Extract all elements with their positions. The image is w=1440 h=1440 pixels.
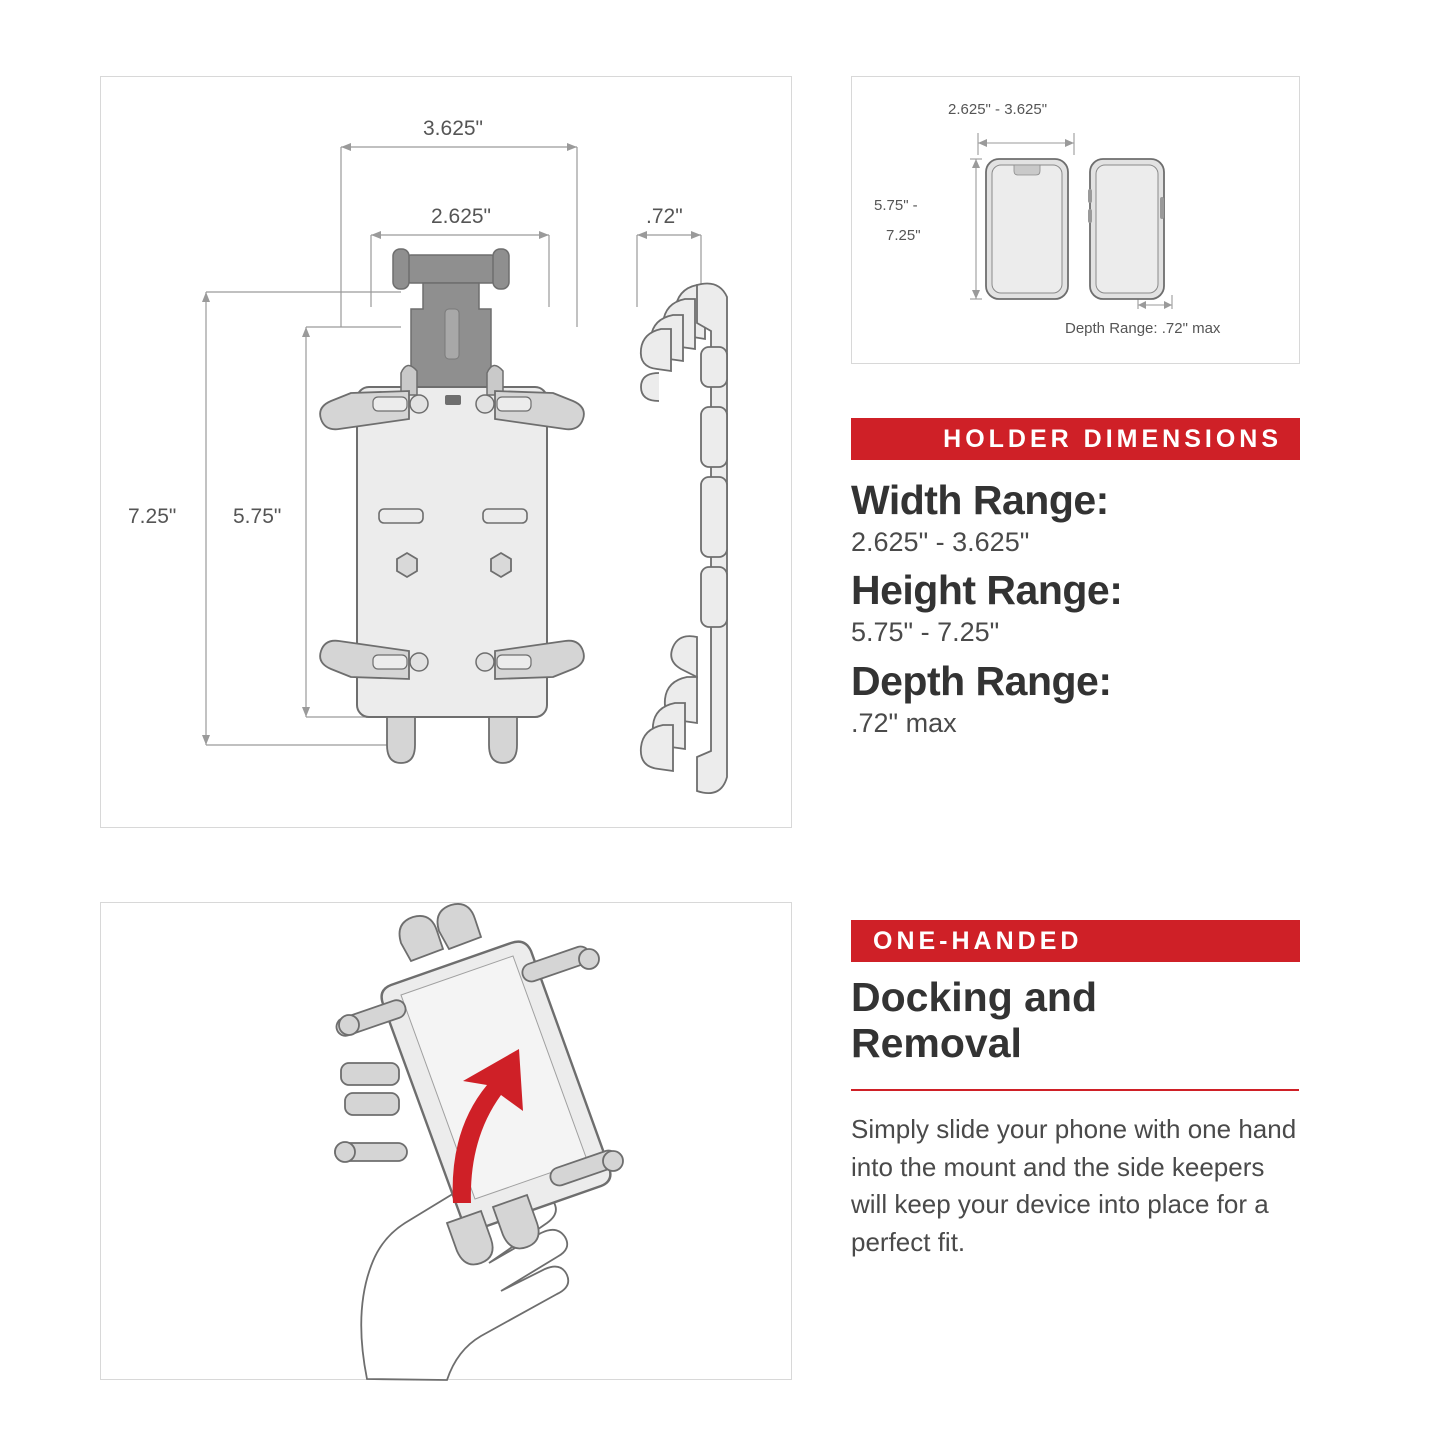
one-handed-header-bar bbox=[851, 920, 1300, 962]
label-height-max: 7.25" bbox=[128, 505, 177, 528]
one-handed-docking-illustration-panel bbox=[100, 902, 792, 1380]
holder-side-view bbox=[641, 284, 727, 794]
label-width-max: 3.625" bbox=[423, 117, 484, 140]
one-handed-header-label: ONE-HANDED bbox=[873, 926, 1083, 955]
holder-drawing-svg bbox=[101, 77, 793, 829]
spec-title-height: Height Range: bbox=[851, 567, 1123, 614]
label-height-min: 5.75" bbox=[233, 505, 282, 528]
phone-height-range-label-line1: 5.75" - bbox=[874, 197, 918, 214]
divider bbox=[851, 1089, 1299, 1091]
phone-width-range-label: 2.625" - 3.625" bbox=[948, 101, 1048, 118]
phone-height-range-label-line2: 7.25" bbox=[886, 227, 921, 244]
phone-side-illustration bbox=[1088, 159, 1164, 299]
one-handed-body-text: Simply slide your phone with one hand into the mount and the side keepers will keep your device into place for a perfect fit. bbox=[851, 1113, 1297, 1257]
holder-dimensions-drawing-panel bbox=[100, 76, 792, 828]
holder-dimensions-header-bar bbox=[851, 418, 1300, 460]
hand-docking-svg bbox=[101, 903, 793, 1381]
one-handed-title-line2: Removal bbox=[851, 1019, 1022, 1066]
label-width-min: 2.625" bbox=[431, 205, 492, 228]
spec-title-depth: Depth Range: bbox=[851, 657, 1112, 704]
holder-dimensions-header-label: HOLDER DIMENSIONS bbox=[943, 424, 1282, 453]
holder-dimensions-spec-list bbox=[851, 478, 1311, 749]
one-handed-title-line1: Docking and bbox=[851, 974, 1098, 1020]
spec-value-width: 2.625" - 3.625" bbox=[851, 526, 1030, 557]
holder-front-view bbox=[320, 249, 584, 763]
spec-title-width: Width Range: bbox=[851, 477, 1109, 523]
docked-phone-illustration bbox=[334, 904, 623, 1265]
phone-depth-note: Depth Range: .72" max bbox=[1065, 320, 1221, 337]
label-depth: .72" bbox=[646, 205, 683, 228]
phone-size-panel bbox=[851, 76, 1300, 364]
one-handed-content bbox=[851, 975, 1311, 1262]
spec-value-depth: .72" max bbox=[851, 707, 957, 738]
spec-value-height: 5.75" - 7.25" bbox=[851, 617, 1000, 648]
phone-front-illustration bbox=[986, 159, 1068, 299]
